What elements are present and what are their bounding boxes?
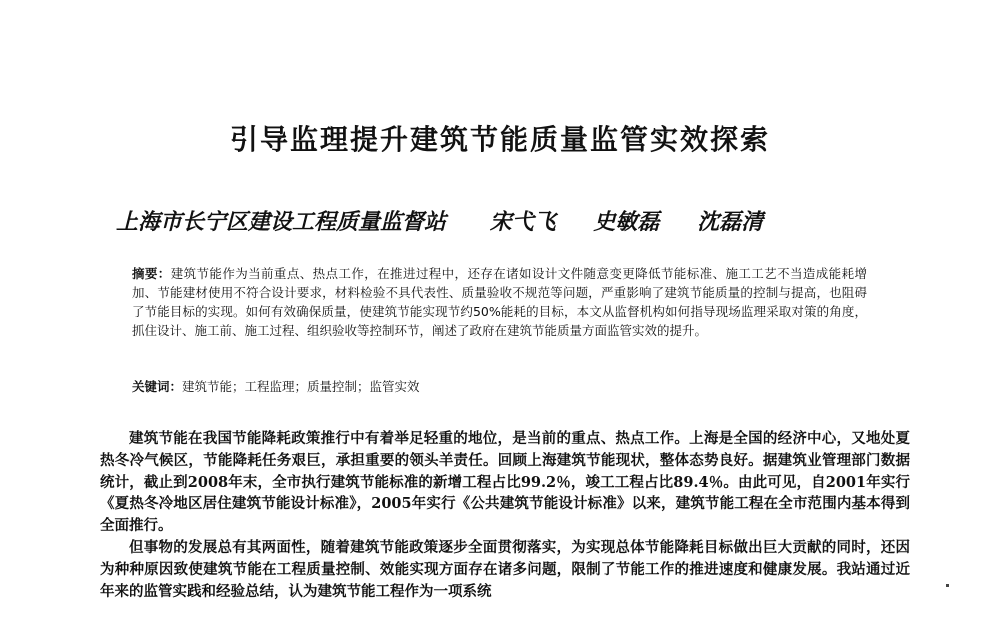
- scan-speck: [946, 584, 949, 587]
- abstract: [132, 264, 867, 340]
- keywords-text: 建筑节能；工程监理；质量控制；监管实效: [182, 379, 420, 394]
- author-name: 史敏磊: [593, 209, 660, 235]
- paper-title: 引导监理提升建筑节能质量监管实效探索: [229, 123, 770, 156]
- affiliation: 上海市长宁区建设工程质量监督站: [116, 209, 447, 235]
- keywords: [132, 377, 867, 396]
- body-text: [100, 428, 910, 602]
- author-name: 宋弋飞: [489, 209, 556, 235]
- body-paragraph: 但事物的发展总有其两面性，随着建筑节能政策逐步全面贯彻落实，为实现总体节能降耗目标做出巨大贡献的同时，还因为种种原因致使建筑节能在工程质量控制、效能实现方面存在诸多问题，限制了节能工作的推进速度和健康发展。我站通过近年来的监管实践和经验总结，认为建筑节能工程作为一项系统: [100, 538, 910, 600]
- abstract-label: 摘要：: [132, 266, 171, 281]
- keywords-label: 关键词：: [132, 379, 183, 394]
- abstract-text: 建筑节能作为当前重点、热点工作，在推进过程中，还存在诸如设计文件随意变更降低节能标准、施工工艺不当造成能耗增加、节能建材使用不符合设计要求，材料检验不具代表性、质量验收不规范等问题，严重影响了建筑节能质量的控制与提高，也阻碍了节能目标的实现。如何有效确保质量，使建筑节能实现节约50%能耗的目标，本文从监督机构如何指导现场监理采取对策的角度，抓住设计、施工前、施工过程、组织验收等控制环节，阐述了政府在建筑节能质量方面监管实效的提升。: [132, 266, 867, 338]
- author-name: 沈磊清: [697, 209, 764, 235]
- body-paragraph: 建筑节能在我国节能降耗政策推行中有着举足轻重的地位，是当前的重点、热点工作。上海是全国的经济中心，又地处夏热冬冷气候区，节能降耗任务艰巨，承担重要的领头羊责任。回顾上海建筑节能现状，整体态势良好。据建筑业管理部门数据统计，截止到2008年末，全市执行建筑节能标准的新增工程占比99.2％，竣工工程占比89.4％。由此可见，自2001年实行《夏热冬冷地区居住建筑节能设计标准》，2005年实行《公共建筑节能设计标准》以来，建筑节能工程在全市范围内基本得到全面推行。: [100, 430, 910, 535]
- author-line: [116, 205, 916, 236]
